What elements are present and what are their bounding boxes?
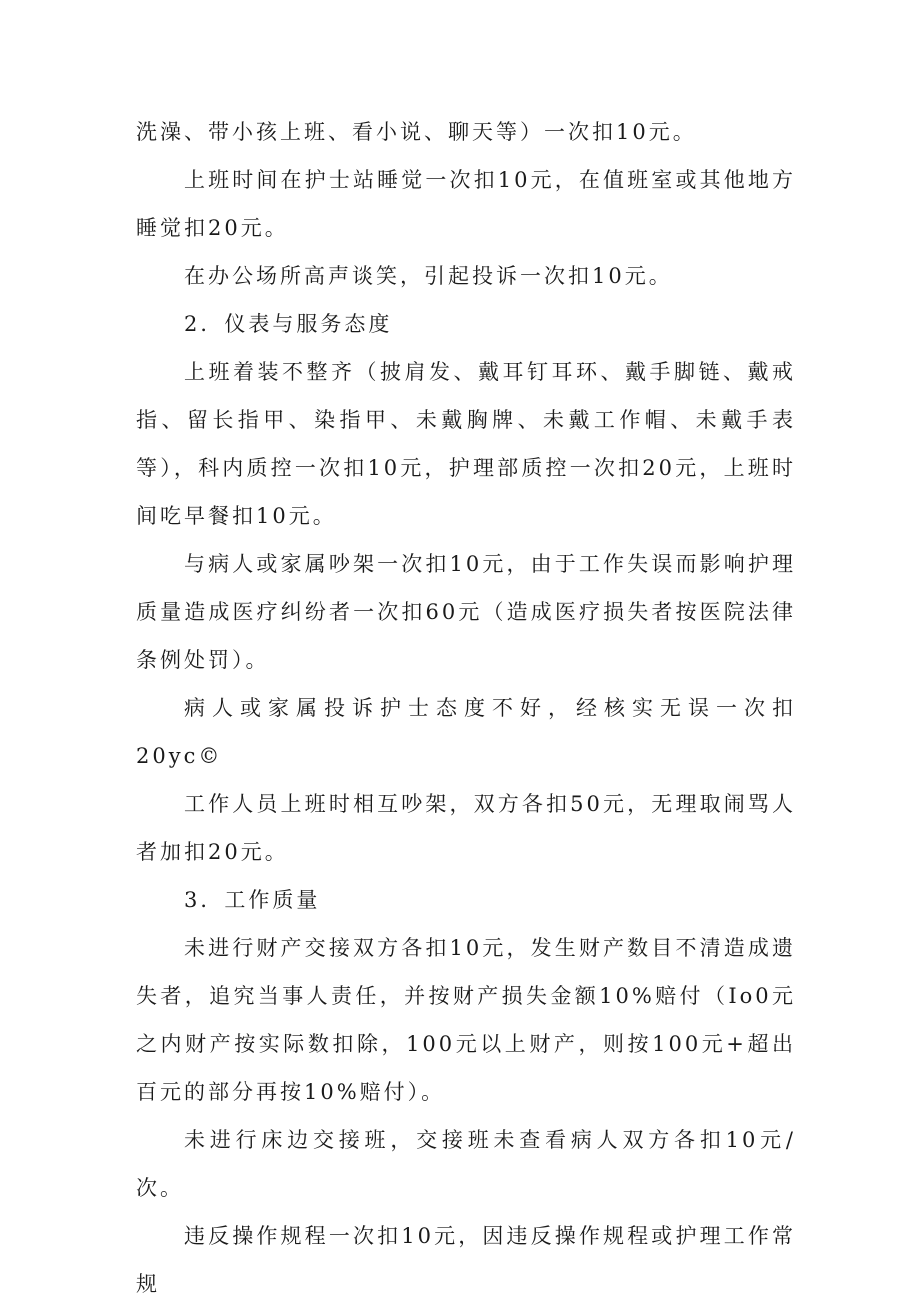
paragraph-10: 违反操作规程一次扣10元，因违反操作规程或护理工作常规 <box>136 1224 796 1296</box>
paragraph-8: 未进行财产交接双方各扣10元，发生财产数目不清造成遗失者，追究当事人责任，并按财产损失金额10%赔付（Io0元之内财产按实际数扣除，100元以上财产，则按100元+超出百元的部分再按10%赔付）。 <box>136 936 796 1104</box>
paragraph-4: 上班着装不整齐（披肩发、戴耳钉耳环、戴手脚链、戴戒指、留长指甲、染指甲、未戴胸牌、未戴工作帽、未戴手表等），科内质控一次扣10元，护理部质控一次扣20元，上班时间吃早餐扣10元。 <box>136 360 796 528</box>
paragraph-5: 与病人或家属吵架一次扣10元，由于工作失误而影响护理质量造成医疗纠纷者一次扣60元（造成医疗损失者按医院法律条例处罚）。 <box>136 552 796 672</box>
section-heading-3: 3．工作质量 <box>184 888 321 912</box>
paragraph-2: 上班时间在护士站睡觉一次扣10元，在值班室或其他地方睡觉扣20元。 <box>136 168 796 240</box>
paragraph-3: 在办公场所高声谈笑，引起投诉一次扣10元。 <box>184 264 673 288</box>
paragraph-9: 未进行床边交接班，交接班未查看病人双方各扣10元/次。 <box>136 1128 796 1200</box>
paragraph-1: 洗澡、带小孩上班、看小说、聊天等）一次扣10元。 <box>136 120 697 144</box>
section-heading-2: 2．仪表与服务态度 <box>184 312 393 336</box>
paragraph-6: 病人或家属投诉护士态度不好，经核实无误一次扣20yc© <box>136 696 796 768</box>
paragraph-7: 工作人员上班时相互吵架，双方各扣50元，无理取闹骂人者加扣20元。 <box>136 792 796 864</box>
document-body <box>136 108 796 1308</box>
